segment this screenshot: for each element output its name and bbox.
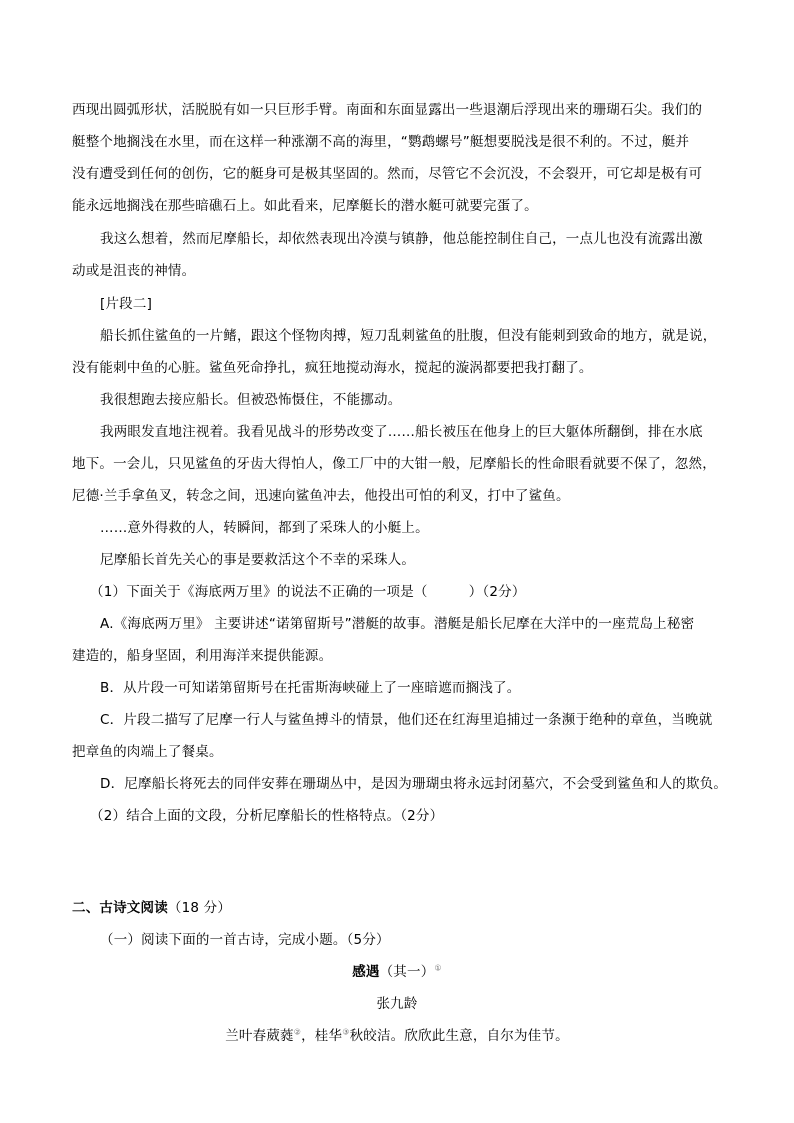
option-d: D．尼摩船长将死去的同伴安葬在珊瑚丛中，是因为珊瑚虫将永远封闭墓穴，不会受到鲨鱼和人的欺负。 (100, 776, 728, 792)
passage-line: ……意外得救的人，转瞬间，都到了采珠人的小艇上。 (100, 520, 429, 536)
option-a: A.《海底两万里》 主要讲述“诺第留斯号”潜艇的故事。潜艇是船长尼摩在大洋中的一座荒岛上秘密 (100, 616, 695, 632)
passage-line: 西现出圆弧形状，活脱脱有如一只巨形手臂。南面和东面显露出一些退潮后浮现出来的珊瑚石尖。我们的 (72, 102, 703, 118)
passage-line: 尼德·兰手拿鱼叉，转念之间，迅速向鲨鱼冲去，他投出可怕的利叉，打中了鲨鱼。 (72, 488, 570, 504)
passage-line: 没有遭受到任何的创伤，它的艇身可是极其坚固的。然而，尽管它不会沉没，不会裂开，可它却是极有可 (72, 166, 703, 182)
passage-line: 没有能刺中鱼的心脏。鲨鱼死命挣扎，疯狂地搅动海水，搅起的漩涡都要把我打翻了。 (72, 360, 593, 376)
option-a-cont: 建造的，船身坚固，利用海洋来提供能源。 (72, 648, 333, 664)
poem-author: 张九龄 (376, 996, 418, 1012)
passage-line: 我这么想着，然而尼摩船长，却依然表现出冷漠与镇静，他总能控制住自己，一点儿也没有流露出激 (100, 231, 703, 247)
passage-line: 我两眼发直地注视着。我看见战斗的形势改变了……船长被压在他身上的巨大躯体所翻倒，排在水底 (100, 424, 703, 440)
poem-title-line (0, 962, 794, 982)
option-b: B．从片段一可知诺第留斯号在托雷斯海峡碰上了一座暗遮而搁浅了。 (100, 680, 521, 696)
passage-line: 我很想跑去接应船长。但被恐怖慑住，不能挪动。 (100, 392, 402, 408)
option-c-cont: 把章鱼的肉端上了餐桌。 (72, 744, 223, 760)
subsection-instruction: （一）阅读下面的一首古诗，完成小题。（5分） (100, 932, 390, 948)
passage-line: 尼摩船长首先关心的事是要救活这个不幸的采珠人。 (100, 552, 416, 568)
fragment-label: [片段二] (100, 296, 153, 312)
option-c: C．片段二描写了尼摩一行人与鲨鱼搏斗的情景，他们还在红海里追捕过一条濒于绝种的章鱼，当晚就 (100, 712, 713, 728)
passage-line: 艇整个地搁浅在水里，而在这样一种涨潮不高的海里，“鹦鹉螺号”艇想要脱浅是很不利的。不过，艇并 (72, 134, 690, 150)
passage-line: 能永远地搁浅在那些暗礁石上。如此看来，尼摩艇长的潜水艇可就要完蛋了。 (72, 198, 538, 214)
poem-text: ，桂华 (301, 1028, 343, 1044)
passage-line: 船长抓住鲨鱼的一片鳍，跟这个怪物肉搏，短刀乱刺鲨鱼的肚腹，但没有能刺到致命的地方，就是说， (100, 328, 717, 344)
poem-subtitle: （其一） (379, 964, 435, 980)
question-2-stem: （2）结合上面的文段，分析尼摩船长的性格特点。（2分） (90, 808, 444, 824)
poem-title: 感遇 (352, 964, 380, 980)
passage-line: 地下。一会儿，只见鲨鱼的牙齿大得怕人，像工厂中的大钳一般，尼摩船长的性命眼看就要不保了，忽然， (72, 456, 716, 472)
footnote-marker: ① (434, 963, 442, 973)
passage-line: 动或是沮丧的神情。 (72, 263, 196, 279)
question-1-stem: （1）下面关于《海底两万里》的说法不正确的一项是（ ）（2分） (90, 584, 526, 600)
poem-text: 秋皎洁。欣欣此生意，自尔为佳节。 (349, 1028, 569, 1044)
section-heading (72, 898, 231, 918)
section-title: 二、古诗文阅读 (72, 900, 168, 916)
poem-line (0, 1026, 794, 1046)
poem-text: 兰叶春葳蕤 (225, 1028, 294, 1044)
section-score: （18 分） (167, 900, 232, 916)
footnote-marker: ③ (342, 1027, 350, 1037)
footnote-marker: ② (293, 1027, 302, 1037)
